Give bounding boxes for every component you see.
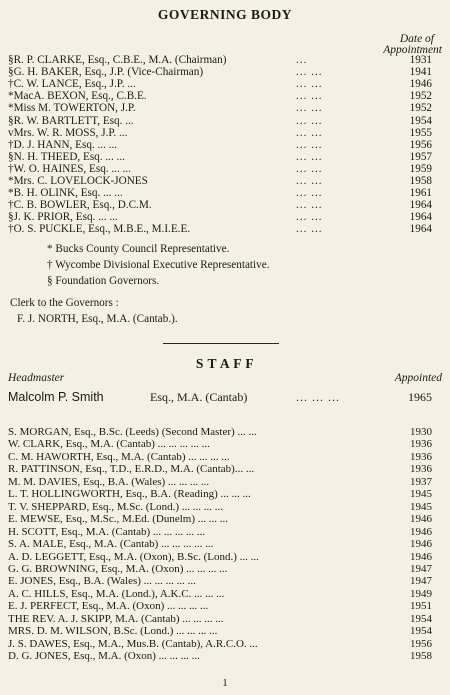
governing-body-title: GOVERNING BODY xyxy=(157,7,293,22)
appointment-year: 1936 xyxy=(410,450,432,463)
leader-dots: ... ... xyxy=(296,175,323,187)
governor-row xyxy=(8,102,432,114)
governor-row xyxy=(8,187,432,199)
appointment-year: 1955 xyxy=(409,126,432,139)
appointment-year: 1946 xyxy=(410,538,432,551)
staff-name: E. J. PERFECT, Esq., M.A. (Oxon) ... ... ... ... xyxy=(8,600,209,613)
staff-name: MRS. D. M. WILSON, B.Sc. (Lond.) ... ... ... ... xyxy=(8,625,218,638)
appointment-year: 1952 xyxy=(409,102,432,115)
governor-name: §J. K. PRIOR, Esq. ... ... xyxy=(8,211,118,224)
governor-row xyxy=(8,115,432,127)
staff-name: J. S. DAWES, Esq., M.A., Mus.B. (Cantab), A.R.C.O. ... xyxy=(8,637,258,650)
staff-name: C. M. HAWORTH, Esq., M.A. (Cantab) ... ... ... ... xyxy=(8,450,230,463)
appointment-year: 1936 xyxy=(410,438,432,451)
governor-name: *Mrs. C. LOVELOCK-JONES xyxy=(8,175,148,187)
governor-row xyxy=(8,211,432,223)
staff-row xyxy=(8,625,432,637)
staff-row xyxy=(8,488,432,500)
appointment-year: 1945 xyxy=(410,488,432,501)
appointment-year: 1958 xyxy=(409,175,432,187)
headmaster-label: Headmaster xyxy=(8,372,65,384)
leader-dots: ... ... xyxy=(296,102,323,115)
leader-dots: ... ... xyxy=(296,211,323,224)
appointment-year: 1931 xyxy=(409,54,432,66)
clerk-name: F. J. NORTH, Esq., M.A. (Cantab.). xyxy=(17,313,178,325)
staff-name: D. G. JONES, Esq., M.A. (Oxon) ... ... ... ... xyxy=(8,650,200,663)
appointment-year: 1964 xyxy=(409,199,432,212)
headmaster-row xyxy=(8,390,432,404)
appointment-year: 1954 xyxy=(410,612,432,625)
appointment-year: 1937 xyxy=(410,475,432,488)
staff-name: R. PATTINSON, Esq., T.D., E.R.D., M.A. (Cantab)... ... xyxy=(8,463,255,476)
note-foundation-governors: § Foundation Governors. xyxy=(47,275,160,287)
staff-row xyxy=(8,650,432,662)
staff-name: M. M. DAVIES, Esq., B.A. (Wales) ... ... ... ... xyxy=(8,475,210,488)
staff-row xyxy=(8,563,432,575)
staff-row xyxy=(8,451,432,463)
appointment-year: 1946 xyxy=(409,78,432,91)
governor-name: §R. P. CLARKE, Esq., C.B.E., M.A. (Chairman) xyxy=(8,54,227,66)
appointment-year: 1946 xyxy=(410,513,432,526)
governor-row xyxy=(8,223,432,235)
staff-name: S. MORGAN, Esq., B.Sc. (Leeds) (Second Master) ... ... xyxy=(8,426,257,438)
appointment-year: 1947 xyxy=(410,562,432,575)
note-divisional-executive: † Wycombe Divisional Executive Representative. xyxy=(47,259,270,271)
leader-dots: ... ... xyxy=(296,223,323,236)
appointment-year: 1957 xyxy=(409,150,432,163)
leader-dots: ... ... xyxy=(296,114,323,127)
staff-name: H. SCOTT, Esq., M.A. (Cantab) ... ... ... ... ... xyxy=(8,525,206,538)
clerk-label: Clerk to the Governors : xyxy=(10,297,119,309)
appointment-year: 1952 xyxy=(409,90,432,103)
staff-row xyxy=(8,588,432,600)
headmaster-name: Malcolm P. Smith xyxy=(8,390,104,404)
governor-name: *B. H. OLINK, Esq. ... ... xyxy=(8,187,123,200)
appointment-year: 1947 xyxy=(410,575,432,588)
governor-name: †O. S. PUCKLE, Esq., M.B.E., M.I.E.E. xyxy=(8,223,191,236)
appointment-year: 1941 xyxy=(409,66,432,79)
staff-row xyxy=(8,575,432,587)
date-of-header: Date of xyxy=(399,33,434,45)
governor-name: †W. O. HAINES, Esq. ... ... xyxy=(8,162,131,175)
headmaster-qualifications: Esq., M.A. (Cantab) xyxy=(150,390,248,404)
staff-title: S T A F F xyxy=(195,356,255,371)
appointment-year: 1954 xyxy=(409,114,432,127)
appointment-year: 1936 xyxy=(410,463,432,476)
staff-row xyxy=(8,501,432,513)
appointment-header: Appointment xyxy=(383,44,442,56)
appointment-year: 1930 xyxy=(410,426,432,438)
governor-row xyxy=(8,90,432,102)
appointment-year: 1959 xyxy=(409,162,432,175)
appointment-year: 1954 xyxy=(410,625,432,638)
leader-dots: ... ... xyxy=(296,162,323,175)
governor-row xyxy=(8,151,432,163)
appointment-year: 1956 xyxy=(409,138,432,151)
leader-dots: ... ... xyxy=(296,126,323,139)
leader-dots: ... ... xyxy=(296,78,323,91)
headmaster-year: 1965 xyxy=(408,390,432,404)
staff-name: W. CLARK, Esq., M.A. (Cantab) ... ... ... ... ... xyxy=(8,438,210,451)
staff-row xyxy=(8,426,432,438)
staff-name: E. JONES, Esq., B.A. (Wales) ... ... ... ... ... xyxy=(8,575,196,588)
governor-name: *MacA. BEXON, Esq., C.B.E. xyxy=(8,90,147,103)
governor-name: §N. H. THEED, Esq. ... ... xyxy=(8,150,125,163)
governor-row xyxy=(8,163,432,175)
leader-dots: ... ... xyxy=(296,199,323,212)
governor-row xyxy=(8,199,432,211)
appointment-year: 1964 xyxy=(409,223,432,236)
leader-dots: ... ... xyxy=(296,90,323,103)
staff-row xyxy=(8,526,432,538)
leader-dots: ... ... xyxy=(296,138,323,151)
appointment-year: 1964 xyxy=(409,211,432,224)
appointment-year: 1946 xyxy=(410,525,432,538)
appointment-year: 1961 xyxy=(409,187,432,200)
leader-dots: ... ... xyxy=(296,187,323,200)
staff-name: THE REV. A. J. SKIPP, M.A. (Cantab) ... ... ... ... xyxy=(8,612,224,625)
leader-dots: ... ... ... xyxy=(296,390,340,404)
staff-row xyxy=(8,613,432,625)
appointment-year: 1949 xyxy=(410,587,432,600)
staff-row xyxy=(8,538,432,550)
governor-row xyxy=(8,175,432,187)
staff-row xyxy=(8,600,432,612)
appointment-year: 1956 xyxy=(410,637,432,650)
staff-name: G. G. BROWNING, Esq., M.A. (Oxon) ... ... ... ... xyxy=(8,562,228,575)
governor-name: §R. W. BARTLETT, Esq. ... xyxy=(8,114,134,127)
governor-row xyxy=(8,78,432,90)
governor-name: *Miss M. TOWERTON, J.P. xyxy=(8,102,136,115)
staff-row xyxy=(8,551,432,563)
note-county-council: * Bucks County Council Representative. xyxy=(47,243,230,255)
leader-dots: ... ... xyxy=(296,150,323,163)
staff-row xyxy=(8,638,432,650)
staff-row xyxy=(8,438,432,450)
leader-dots: ... ... xyxy=(296,66,323,79)
staff-name: A. C. HILLS, Esq., M.A. (Lond.), A.K.C. ... ... ... xyxy=(8,587,225,600)
staff-name: S. A. MALE, Esq., M.A. (Cantab) ... ... ... ... ... xyxy=(8,538,214,551)
governor-row xyxy=(8,139,432,151)
appointed-label: Appointed xyxy=(394,372,442,384)
governor-name: vMrs. W. R. MOSS, J.P. ... xyxy=(8,126,128,139)
appointment-year: 1946 xyxy=(410,550,432,563)
staff-name: E. MEWSE, Esq., M.Sc., M.Ed. (Dunelm) ... ... ... xyxy=(8,513,228,526)
governor-name: †C. B. BOWLER, Esq., D.C.M. xyxy=(8,199,152,212)
page-number: 1 xyxy=(222,677,228,689)
governor-row xyxy=(8,66,432,78)
governor-name: †C. W. LANCE, Esq., J.P. ... xyxy=(8,78,136,91)
appointment-year: 1951 xyxy=(410,600,432,613)
leader-dots: ... xyxy=(296,54,308,66)
staff-row xyxy=(8,476,432,488)
governor-name: §G. H. BAKER, Esq., J.P. (Vice-Chairman) xyxy=(8,66,204,79)
section-divider xyxy=(163,343,279,344)
staff-row xyxy=(8,513,432,525)
staff-name: L. T. HOLLINGWORTH, Esq., B.A. (Reading) ... ... ... xyxy=(8,488,251,501)
staff-name: A. D. LEGGETT, Esq., M.A. (Oxon), B.Sc. (Lond.) ... ... xyxy=(8,550,259,563)
appointment-year: 1958 xyxy=(410,650,432,663)
appointment-year: 1945 xyxy=(410,500,432,513)
governor-row xyxy=(8,54,432,66)
governor-row xyxy=(8,127,432,139)
staff-row xyxy=(8,463,432,475)
staff-name: T. V. SHEPPARD, Esq., M.Sc. (Lond.) ... ... ... ... xyxy=(8,500,224,513)
governor-name: †D. J. HANN, Esq. ... ... xyxy=(8,138,118,151)
